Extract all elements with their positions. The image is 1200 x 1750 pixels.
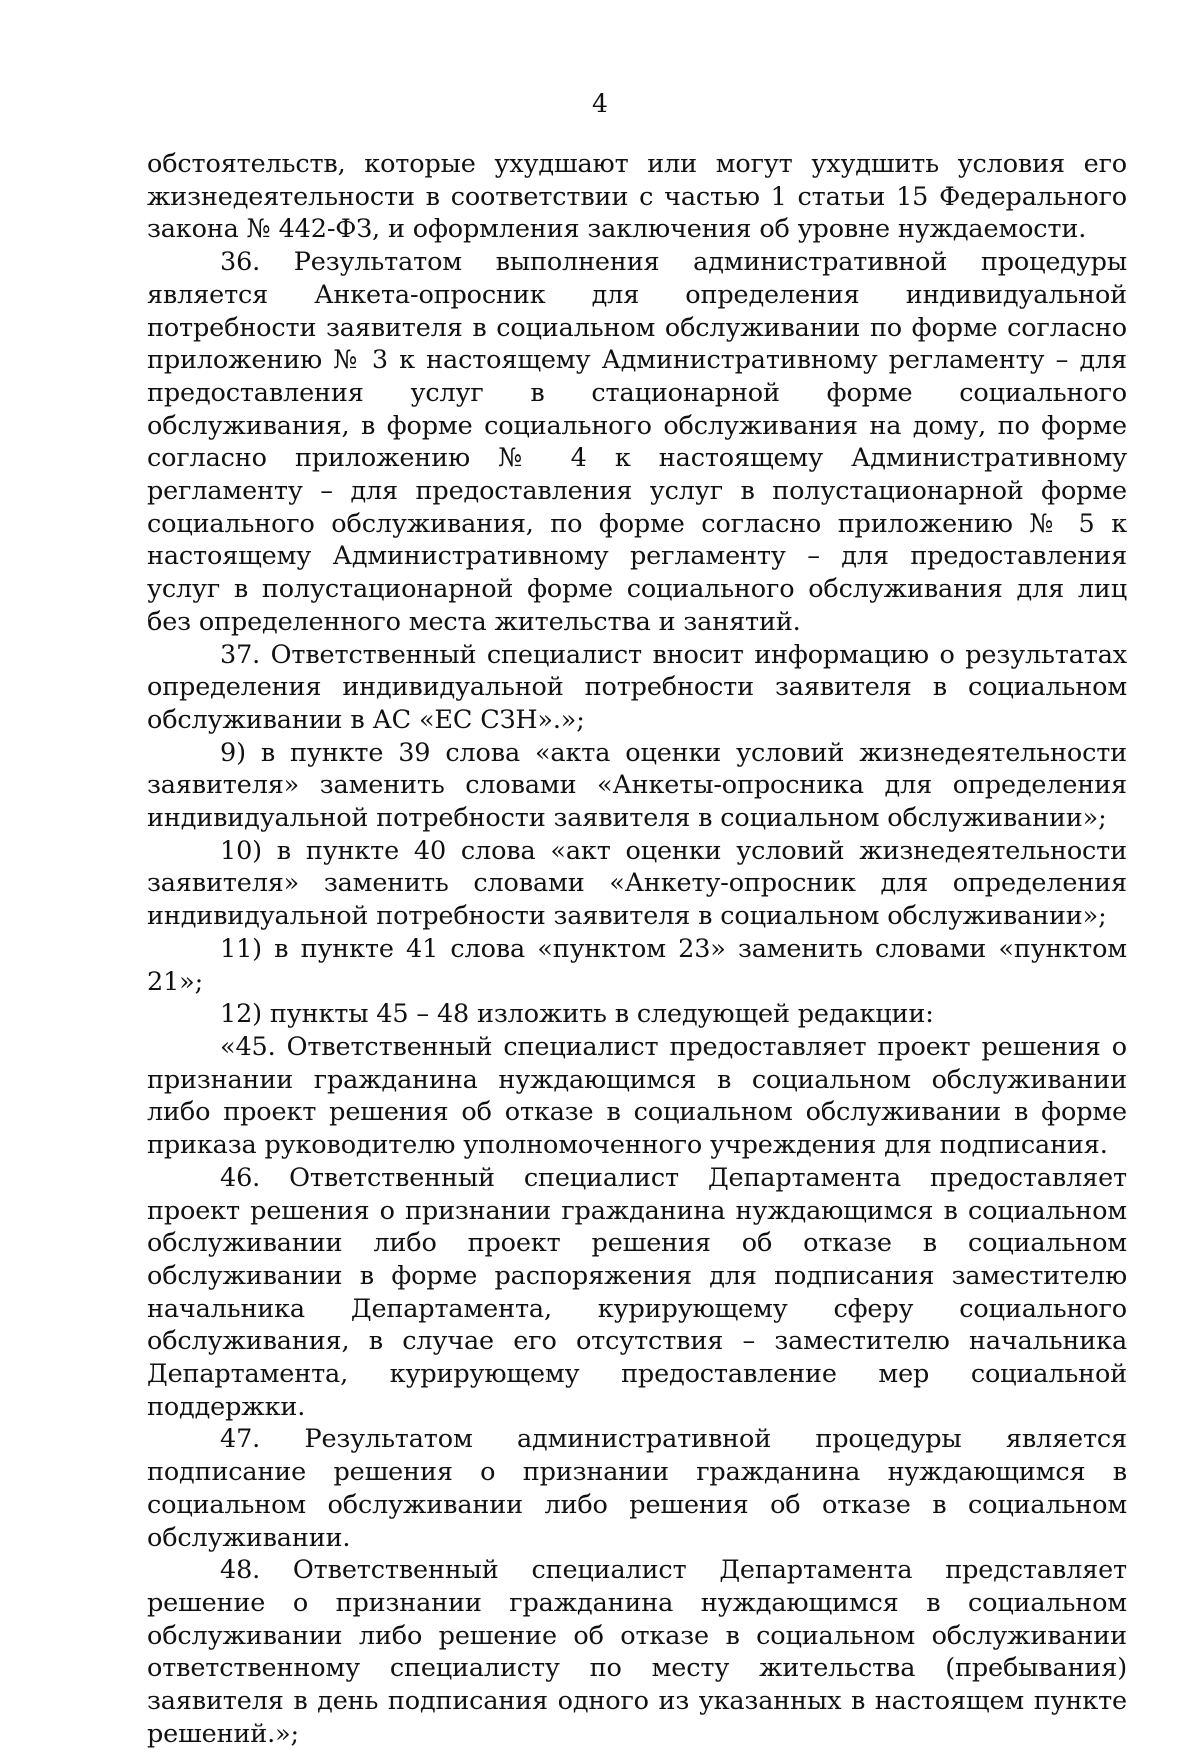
paragraph-amendment-10: 10) в пункте 40 слова «акт оценки условий жизнедеятельности заявителя» заменить словами «Анкету-опросник для определения индивидуальной потребности заявителя в социальном обслуживании»; [147,835,1127,932]
paragraph-amendment-9: 9) в пункте 39 слова «акта оценки условий жизнедеятельности заявителя» заменить словами «Анкеты-опросника для определения индивидуальной потребности заявителя в социальном обслуживании»; [147,737,1127,834]
paragraph-item-48: 48. Ответственный специалист Департамента представляет решение о признании гражданина нуждающимся в социальном обслуживании либо решение об отказе в социальном обслуживании ответственному специалисту по месту жительства (пребывания) заявителя в день подписания одного из указанных в настоящем пункте решений.»; [147,1555,1127,1749]
paragraph-item-37: 37. Ответственный специалист вносит информацию о результатах определения индивидуальной потребности заявителя в социальном обслуживании в АС «ЕС СЗН».»; [147,639,1127,735]
document-body [147,148,1127,1750]
paragraph-continuation: обстоятельств, которые ухудшают или могут ухудшить условия его жизнедеятельности в соответствии с частью 1 статьи 15 Федерального закона № 442-ФЗ, и оформления заключения об уровне нуждаемости. [147,149,1127,245]
paragraph-amendment-11: 11) в пункте 41 слова «пунктом 23» заменить словами «пунктом 21»; [147,933,1127,997]
page-number: 4 [592,89,608,118]
paragraph-item-45: «45. Ответственный специалист предоставляет проект решения о признании гражданина нуждающимся в социальном обслуживании либо проект решения об отказе в социальном обслуживании в форме приказа руководителю уполномоченного учреждения для подписания. [147,1031,1127,1161]
paragraph-item-36: 36. Результатом выполнения административной процедуры является Анкета-опросник для определения индивидуальной потребности заявителя в социальном обслуживании по форме согласно приложению № 3 к настоящему Административному регламенту – для предоставления услуг в стационарной форме социального обслуживания, в форме социального обслуживания на дому, по форме согласно приложению № 4 к настоящему Административному регламенту – для предоставления услуг в полустационарной форме социального обслуживания, по форме согласно приложению № 5 к настоящему Административному регламенту – для предоставления услуг в полустационарной форме социального обслуживания для лиц без определенного места жительства и занятий. [147,247,1127,637]
paragraph-item-46: 46. Ответственный специалист Департамента предоставляет проект решения о признании гражданина нуждающимся в социальном обслуживании либо проект решения об отказе в социальном обслуживании в форме распоряжения для подписания заместителю начальника Департамента, курирующему сферу социального обслуживания, в случае его отсутствия – заместителю начальника Департамента, курирующему предоставление мер социальной поддержки. [147,1162,1127,1422]
paragraph-amendment-12: 12) пункты 45 – 48 изложить в следующей редакции: [220,999,934,1030]
paragraph-item-47: 47. Результатом административной процедуры является подписание решения о признании гражданина нуждающимся в социальном обслуживании либо решения об отказе в социальном обслуживании. [147,1424,1127,1553]
